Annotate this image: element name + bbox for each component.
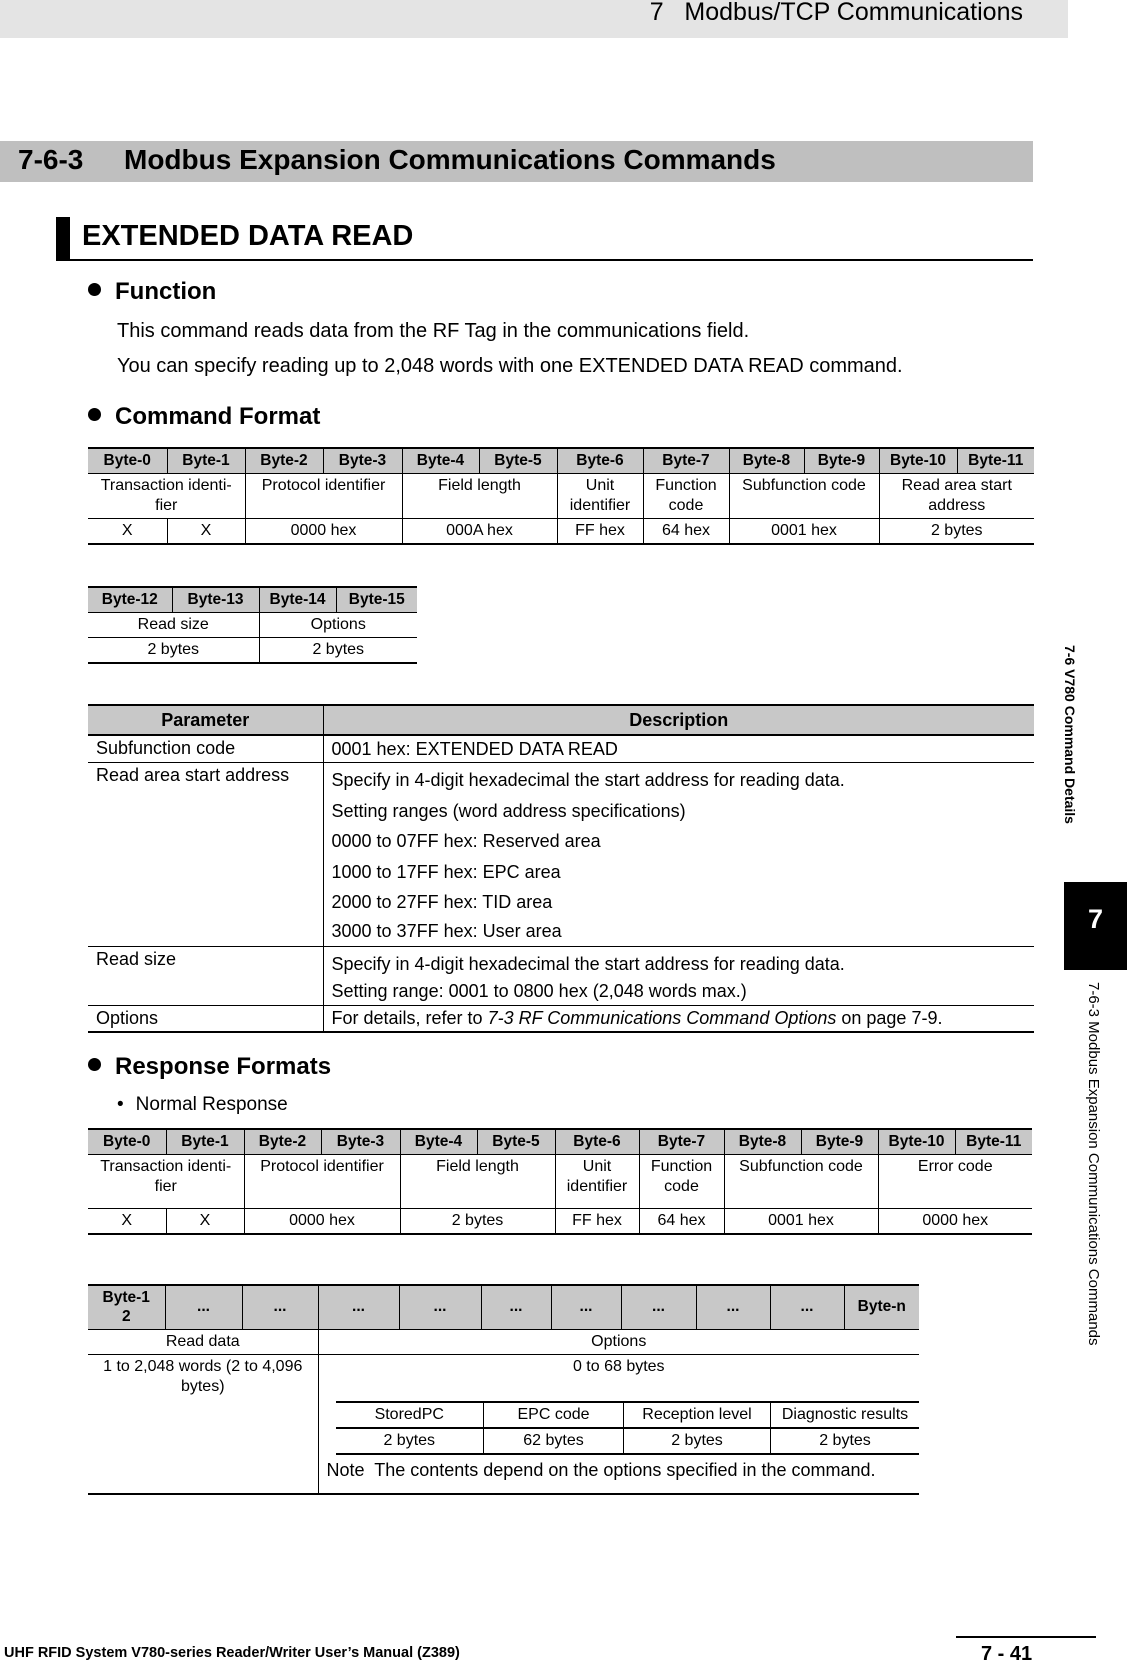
byte-header: Byte-9 <box>804 448 879 474</box>
field-name: Subfunction code <box>729 474 879 519</box>
option-size: 62 bytes <box>484 1428 624 1454</box>
field-value: 2 bytes <box>400 1209 555 1235</box>
byte-header: Byte-7 <box>639 1129 724 1155</box>
field-name: Field length <box>400 1155 555 1209</box>
command-format-table <box>88 447 1034 545</box>
sidebar-subsection-label: 7-6-3 Modbus Expansion Communications Commands <box>1085 982 1102 1346</box>
footer-rule <box>956 1636 1096 1638</box>
option-name: EPC code <box>484 1402 624 1428</box>
options-note: Note The contents depend on the options specified in the command. <box>326 1459 876 1480</box>
byte-header: Byte-1 <box>167 448 245 474</box>
field-name: Transaction identi-fier <box>88 474 245 519</box>
byte-header: Byte-10 <box>879 448 957 474</box>
parameter-description: For details, refer to 7-3 RF Communications Command Options on page 7-9. <box>323 1006 1034 1033</box>
section-number: 7-6-3 <box>18 144 84 175</box>
byte-header-row <box>88 1285 919 1329</box>
field-name-row <box>88 1155 1032 1209</box>
field-name: Read area start address <box>879 474 1034 519</box>
byte-header: Byte-3 <box>321 1129 400 1155</box>
byte-header: Byte-12 <box>88 587 172 613</box>
field-name: Function code <box>639 1155 724 1209</box>
field-value: 64 hex <box>643 519 729 545</box>
parameter-name: Options <box>88 1006 323 1033</box>
parameter-header-row <box>88 705 1034 735</box>
byte-header: ... <box>621 1285 696 1329</box>
parameter-name: Read area start address <box>88 763 323 947</box>
field-name: Protocol identifier <box>245 474 402 519</box>
parameter-row <box>88 763 1034 947</box>
option-size: 2 bytes <box>336 1428 484 1454</box>
field-value: 0000 hex <box>878 1209 1032 1235</box>
byte-header: Byte-4 <box>402 448 479 474</box>
function-line-1: This command reads data from the RF Tag in the communications field. <box>117 320 750 342</box>
field-value: 2 bytes <box>88 638 259 664</box>
byte-header: Byte-3 <box>323 448 402 474</box>
command-title-rule <box>56 259 1033 261</box>
cross-reference-link[interactable]: 7-3 RF Communications Command Options <box>487 1008 837 1028</box>
options-value-cell <box>318 1354 919 1494</box>
options-name-row <box>336 1402 920 1428</box>
sidebar-section-label: 7-6 V780 Command Details <box>1062 645 1078 824</box>
option-name: Diagnostic results <box>771 1402 920 1428</box>
parameter-column-header: Parameter <box>88 705 323 735</box>
field-name: Options <box>259 613 417 638</box>
bullet-icon <box>88 408 101 421</box>
field-name-row <box>88 474 1034 519</box>
field-value: X <box>166 1209 244 1235</box>
field-value-row <box>88 519 1034 545</box>
command-title-marker <box>56 217 70 261</box>
byte-header: ... <box>696 1285 770 1329</box>
byte-header: ... <box>318 1285 399 1329</box>
field-name: Field length <box>402 474 557 519</box>
byte-header: ... <box>770 1285 844 1329</box>
field-name: Options <box>318 1329 919 1354</box>
byte-header: Byte-1 <box>166 1129 244 1155</box>
byte-header: Byte-5 <box>479 448 557 474</box>
chapter-tab: 7 <box>1064 882 1127 970</box>
byte-header: ... <box>481 1285 551 1329</box>
field-value: X <box>88 1209 166 1235</box>
option-size: 2 bytes <box>624 1428 771 1454</box>
chapter-header: 7 Modbus/TCP Communications <box>649 0 1023 26</box>
field-name: Subfunction code <box>724 1155 878 1209</box>
byte-header: ... <box>165 1285 242 1329</box>
field-value: 0000 hex <box>245 519 402 545</box>
field-name-row <box>88 1329 919 1354</box>
byte-header-row <box>88 587 417 613</box>
bullet-icon <box>88 1058 101 1071</box>
response-format-table-2 <box>88 1284 919 1495</box>
field-name: Error code <box>878 1155 1032 1209</box>
field-value: 2 bytes <box>879 519 1034 545</box>
parameter-name: Read size <box>88 946 323 1006</box>
byte-header: Byte-10 <box>878 1129 955 1155</box>
field-value: X <box>88 519 167 545</box>
parameter-description: 0001 hex: EXTENDED DATA READ <box>323 735 1034 763</box>
parameter-description: Specify in 4-digit hexadecimal the start address for reading data. Setting ranges (word address specifications) 0000 to 07FF hex: Reserved area 1000 to 17FF hex: EPC area 2000 to 27FF hex: TID area 3000 to 37FF hex: User area <box>323 763 1034 947</box>
field-name: Read data <box>88 1329 318 1354</box>
option-name: StoredPC <box>336 1402 484 1428</box>
field-value: 64 hex <box>639 1209 724 1235</box>
field-name-row <box>88 613 417 638</box>
options-breakdown-table <box>336 1401 920 1455</box>
byte-header: Byte-11 <box>957 448 1034 474</box>
field-value: 0001 hex <box>729 519 879 545</box>
response-format-table <box>88 1128 1032 1235</box>
byte-header: Byte-9 <box>801 1129 878 1155</box>
parameter-description: Specify in 4-digit hexadecimal the start address for reading data. Setting range: 0001 to 0800 hex (2,048 words max.) <box>323 946 1034 1006</box>
byte-header: Byte-2 <box>245 448 323 474</box>
field-value: FF hex <box>557 519 643 545</box>
byte-header: ... <box>399 1285 481 1329</box>
manual-title: UHF RFID System V780-series Reader/Writer User’s Manual (Z389) <box>4 1645 460 1661</box>
field-name: Protocol identifier <box>244 1155 400 1209</box>
options-size: 0 to 68 bytes <box>572 1357 665 1375</box>
parameter-name: Subfunction code <box>88 735 323 763</box>
field-name: Transaction identi-fier <box>88 1155 244 1209</box>
option-name: Reception level <box>624 1402 771 1428</box>
bullet-icon <box>88 283 101 296</box>
field-name: Read size <box>88 613 259 638</box>
byte-header: Byte-0 <box>88 1129 166 1155</box>
byte-header: Byte-6 <box>555 1129 639 1155</box>
byte-header: Byte-6 <box>557 448 643 474</box>
response-formats-heading: Response Formats <box>88 1053 331 1081</box>
byte-header: Byte-4 <box>400 1129 477 1155</box>
command-format-heading: Command Format <box>88 403 320 431</box>
field-value: FF hex <box>555 1209 639 1235</box>
parameter-row <box>88 1006 1034 1033</box>
description-column-header: Description <box>323 705 1034 735</box>
byte-header-row <box>88 1129 1032 1155</box>
byte-header-row <box>88 448 1034 474</box>
field-value: 000A hex <box>402 519 557 545</box>
byte-header: Byte-15 <box>336 587 417 613</box>
normal-response-label: • Normal Response <box>117 1094 288 1115</box>
field-name: Unit identifier <box>557 474 643 519</box>
options-size-row <box>336 1428 920 1454</box>
section-title: Modbus Expansion Communications Commands <box>124 144 776 175</box>
field-value-row <box>88 1354 919 1494</box>
field-value: X <box>167 519 245 545</box>
field-value: 0001 hex <box>724 1209 878 1235</box>
function-heading: Function <box>88 278 216 306</box>
field-value-row <box>88 638 417 664</box>
byte-header: Byte-11 <box>955 1129 1032 1155</box>
field-value: 2 bytes <box>259 638 417 664</box>
byte-header: ... <box>242 1285 318 1329</box>
field-value: 0000 hex <box>244 1209 400 1235</box>
byte-header: Byte-5 <box>477 1129 555 1155</box>
byte-header: Byte-14 <box>259 587 336 613</box>
byte-header: ... <box>551 1285 621 1329</box>
byte-header: Byte-8 <box>729 448 804 474</box>
field-name: Unit identifier <box>555 1155 639 1209</box>
byte-header: Byte-n <box>844 1285 919 1329</box>
byte-header: Byte-8 <box>724 1129 801 1155</box>
function-line-2: You can specify reading up to 2,048 words with one EXTENDED DATA READ command. <box>117 355 903 377</box>
byte-header: Byte-0 <box>88 448 167 474</box>
byte-header: Byte-1 2 <box>88 1285 165 1329</box>
command-format-table-2 <box>88 586 417 664</box>
parameter-row <box>88 735 1034 763</box>
byte-header: Byte-2 <box>244 1129 321 1155</box>
command-title: EXTENDED DATA READ <box>82 220 414 252</box>
field-name: Function code <box>643 474 729 519</box>
field-value-row <box>88 1209 1032 1235</box>
byte-header: Byte-13 <box>172 587 259 613</box>
page-number: 7 - 41 <box>981 1643 1033 1665</box>
option-size: 2 bytes <box>771 1428 920 1454</box>
byte-header: Byte-7 <box>643 448 729 474</box>
parameter-table <box>88 704 1034 1033</box>
read-data-value: 1 to 2,048 words (2 to 4,096 bytes) <box>88 1354 318 1494</box>
parameter-row <box>88 946 1034 1006</box>
